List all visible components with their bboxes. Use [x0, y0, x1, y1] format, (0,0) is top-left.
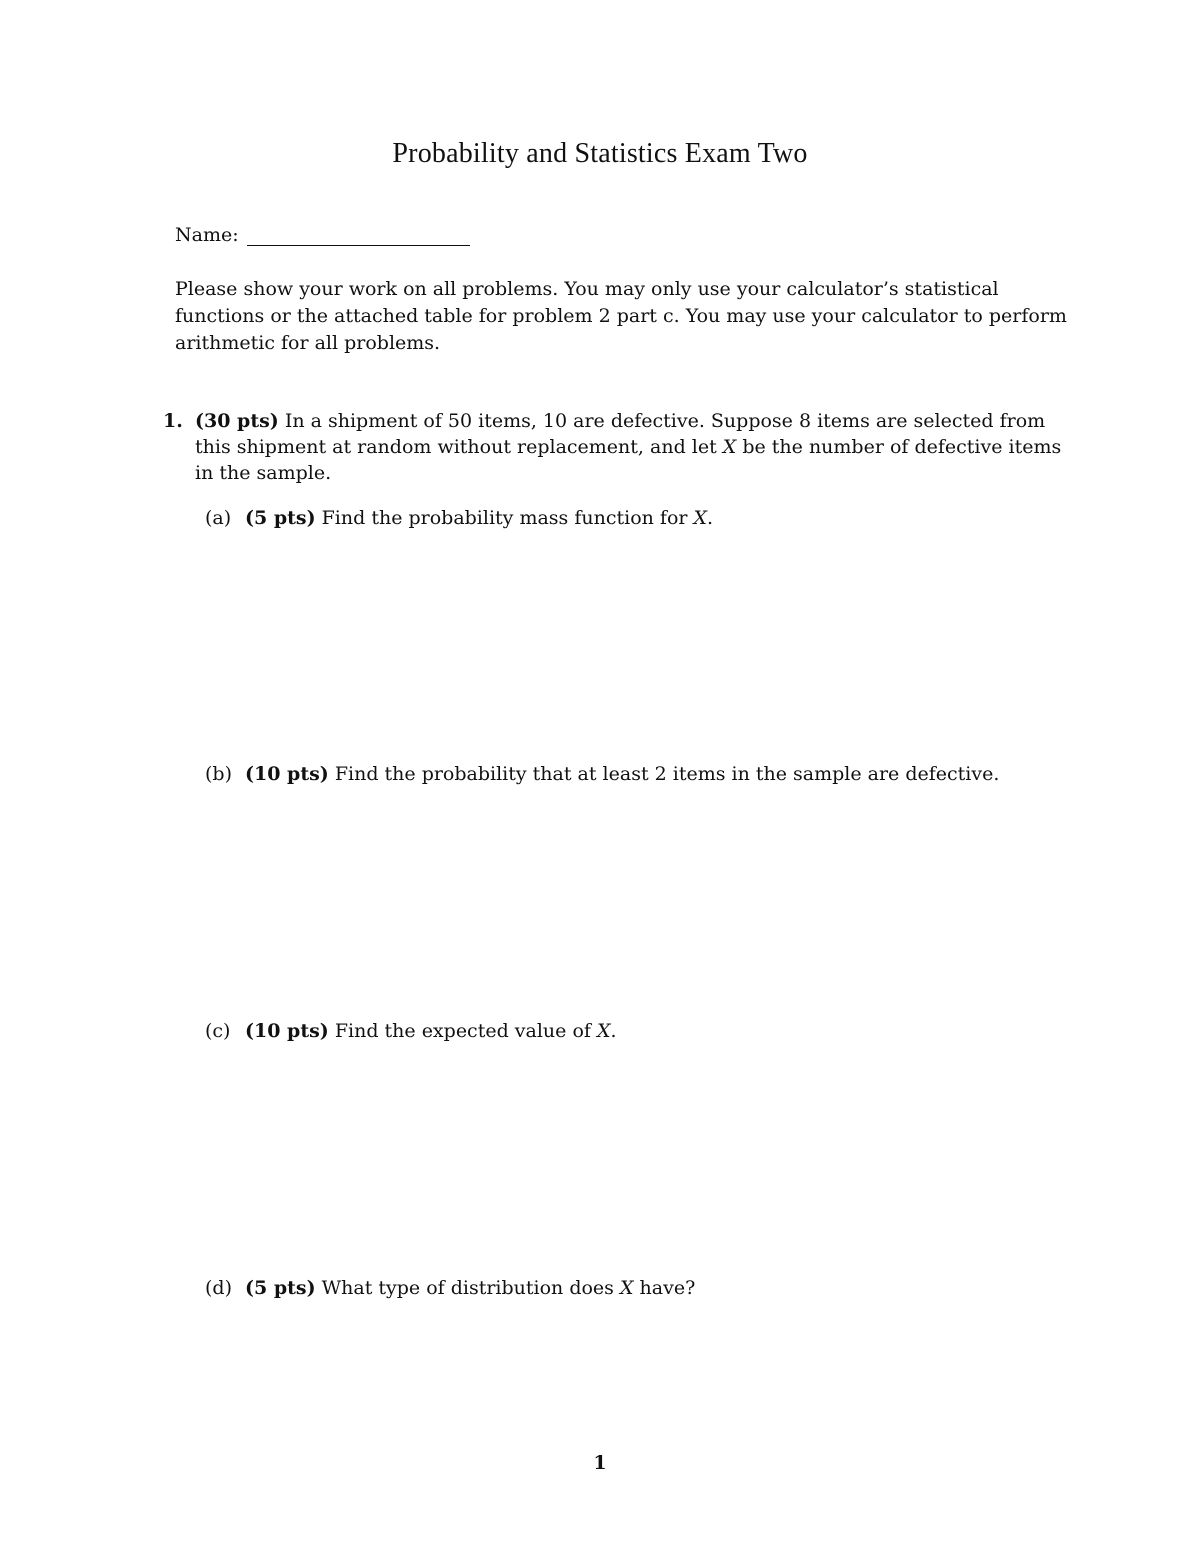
part-b-points: (10 pts) — [245, 763, 329, 785]
part-b — [205, 761, 1075, 787]
part-a-text-1: Find the probability mass function for — [315, 507, 694, 529]
problem-number: 1. — [163, 410, 183, 432]
part-d-text-2: have? — [633, 1277, 696, 1299]
part-a-label: (a) — [205, 507, 232, 529]
part-a-variable: X — [693, 507, 708, 529]
part-c — [205, 1018, 1075, 1044]
problem-1 — [163, 408, 1075, 486]
part-c-points: (10 pts) — [245, 1020, 329, 1042]
problem-variable: X — [722, 436, 737, 458]
part-b-label: (b) — [205, 763, 232, 785]
problem-statement — [195, 408, 1075, 486]
part-c-text-1: Find the expected value of — [328, 1020, 597, 1042]
part-d-label: (d) — [205, 1277, 232, 1299]
part-a-points: (5 pts) — [245, 507, 316, 529]
part-d-points: (5 pts) — [245, 1277, 316, 1299]
part-d-statement — [245, 1275, 695, 1301]
part-d — [205, 1275, 1075, 1301]
part-a-text-2: . — [707, 507, 714, 529]
part-d-variable: X — [619, 1277, 634, 1299]
problem-points: (30 pts) — [195, 410, 279, 432]
part-a — [205, 505, 1075, 531]
part-c-statement — [245, 1018, 617, 1044]
problem-text-1: In a shipment of 50 items, 10 are defective. Suppose 8 items are selected from this shipment at random without replacement, and let — [195, 410, 1046, 458]
name-label: Name: — [175, 224, 239, 246]
part-b-statement — [245, 761, 999, 787]
part-c-label: (c) — [205, 1020, 231, 1042]
part-d-text-1: What type of distribution does — [315, 1277, 620, 1299]
page-title: Probability and Statistics Exam Two — [392, 138, 808, 169]
problem-text-2: be the number of defective items in the sample. — [195, 436, 1062, 484]
instructions-paragraph: Please show your work on all problems. You may only use your calculator’s statistical functions or the attached table for problem 2 part c. You may use your calculator to perform arithmetic for all problems. — [175, 278, 1067, 354]
page-number: 1 — [593, 1452, 607, 1474]
name-field-row — [175, 224, 470, 246]
name-blank-line — [247, 225, 470, 246]
part-a-statement — [245, 505, 713, 531]
part-b-text: Find the probability that at least 2 items in the sample are defective. — [328, 763, 1000, 785]
part-c-variable: X — [596, 1020, 611, 1042]
part-c-text-2: . — [610, 1020, 617, 1042]
